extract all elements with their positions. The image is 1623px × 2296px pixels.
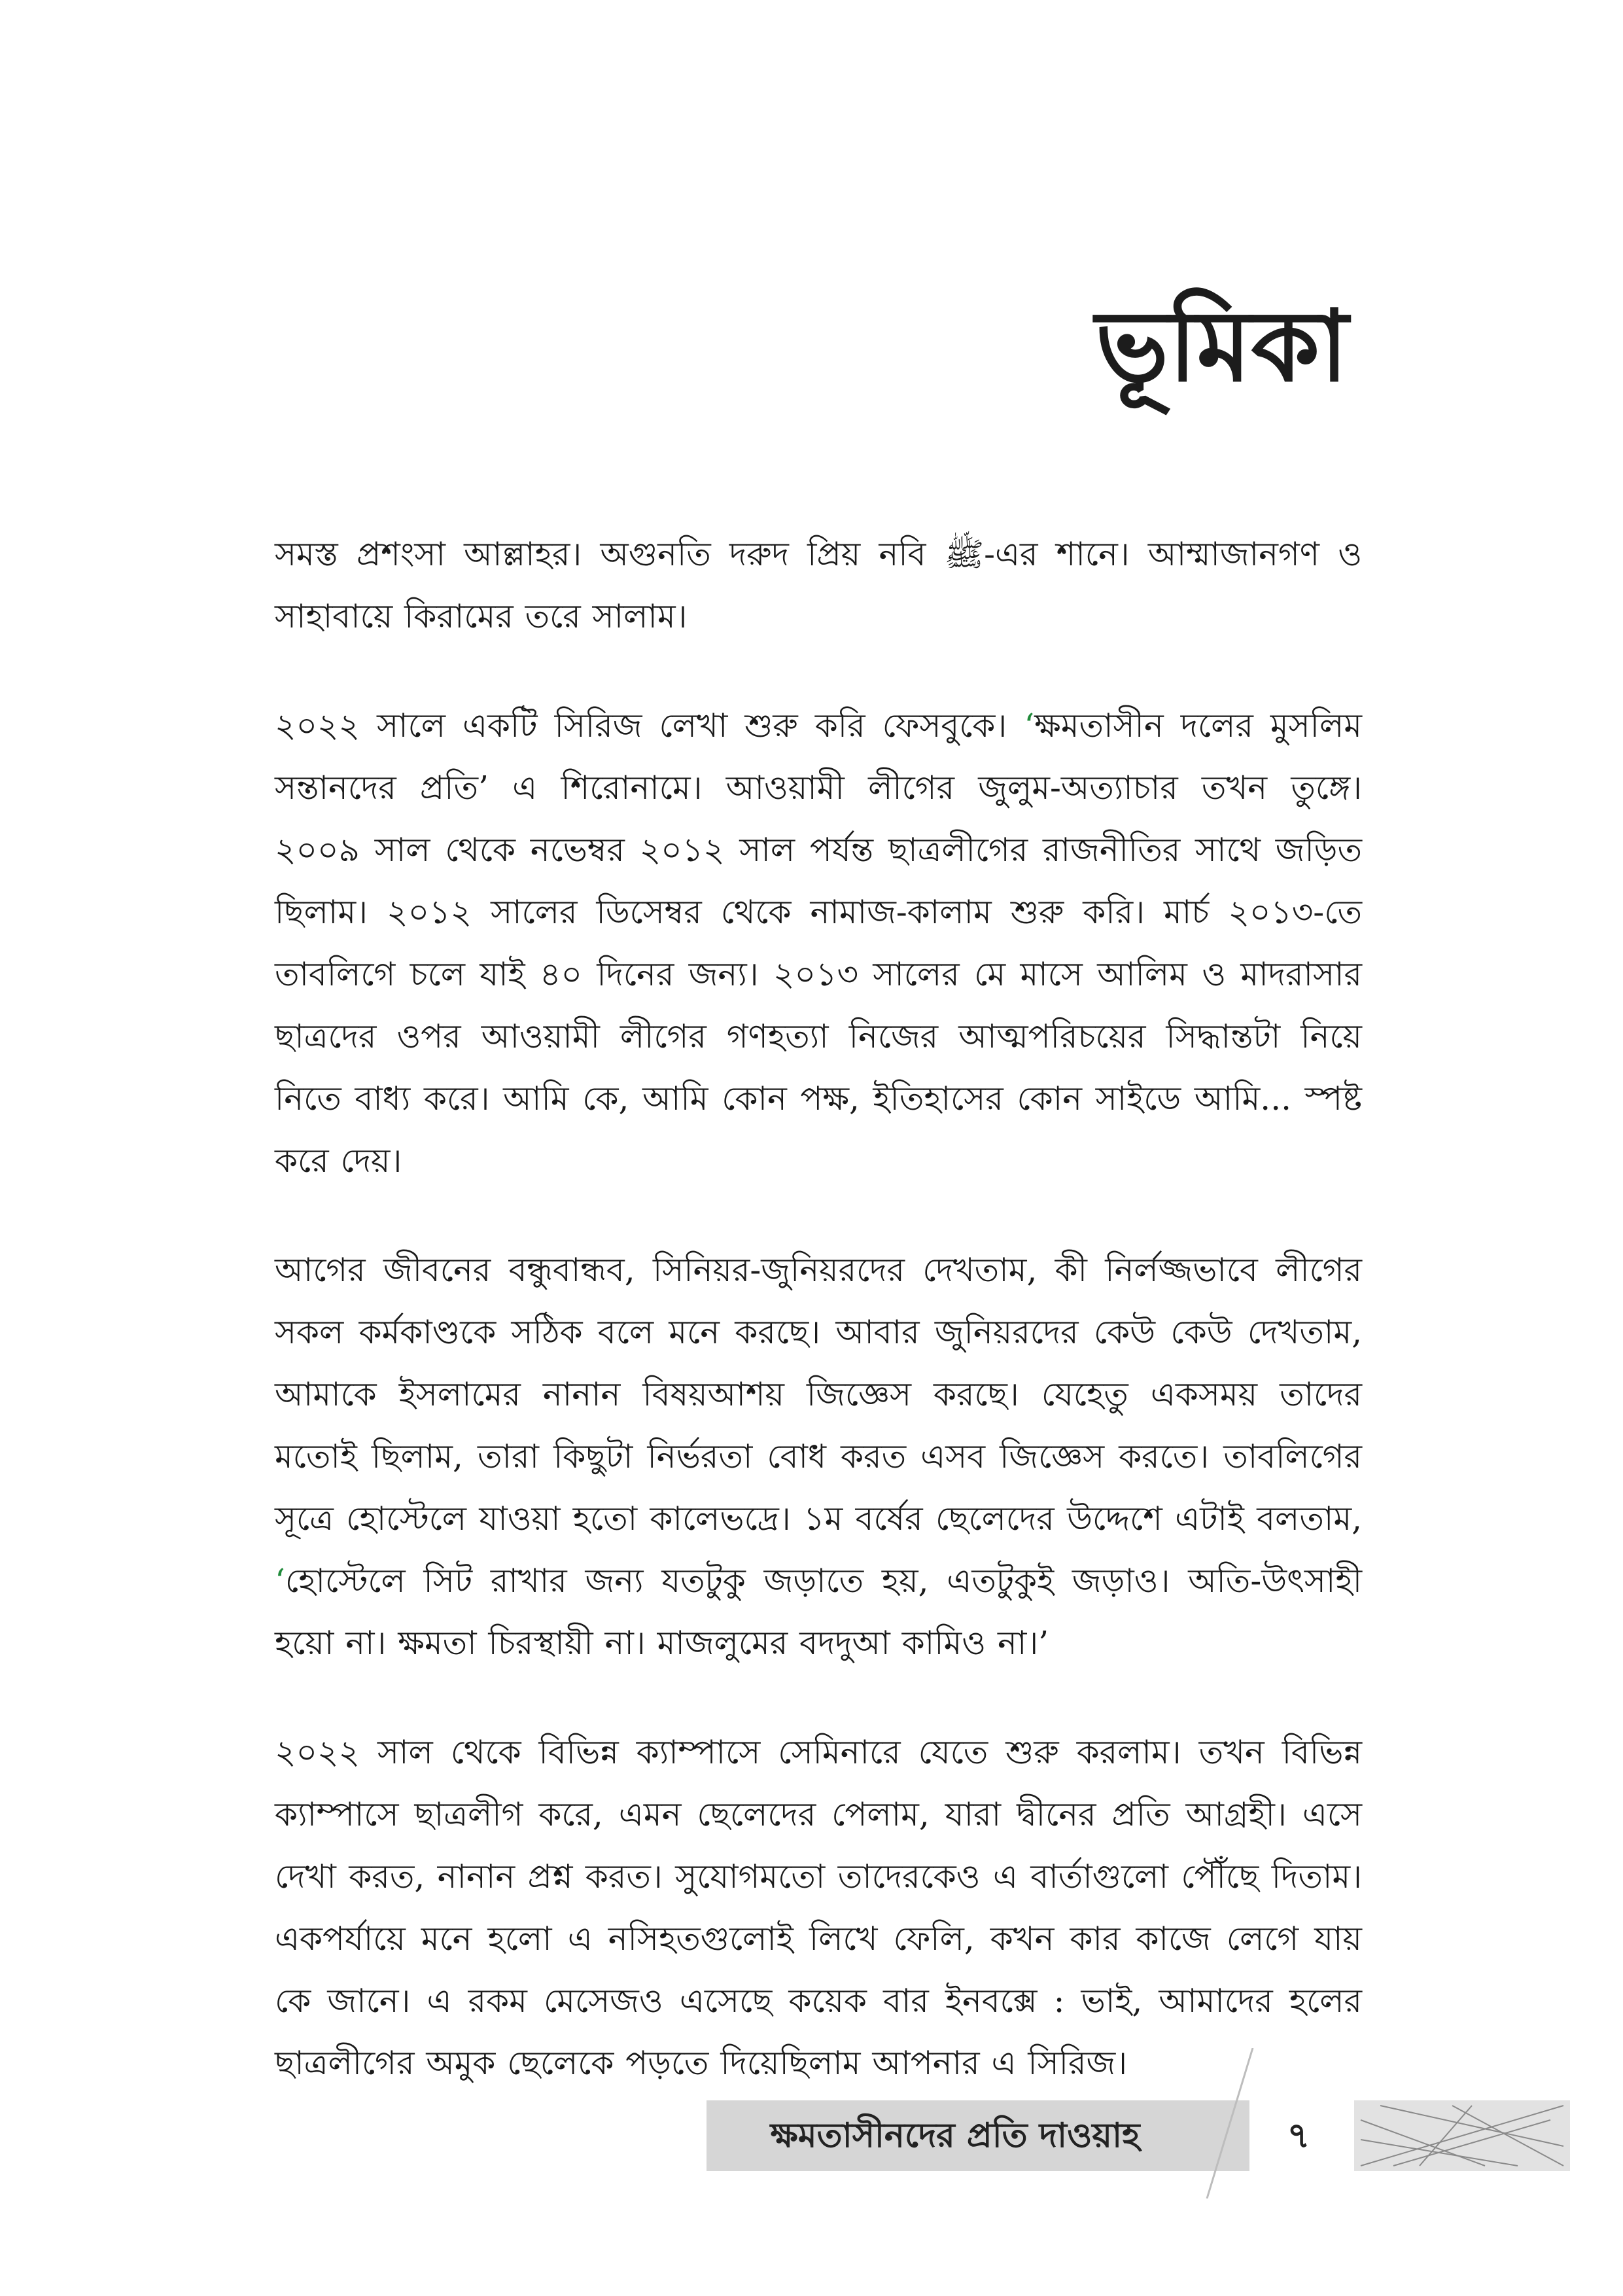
- footer-ornament-icon: [1354, 2100, 1570, 2171]
- paragraph-3-part-2: হোস্টেলে সিট রাখার জন্য যতটুকু জড়াতে হয়, এতটুকুই জড়াও। অতি-উৎসাহী হয়ো না। ক্ষমতা চিরস্থায়ী না। মাজলুমের বদদুআ কামিও না।’: [275, 1562, 1362, 1662]
- footer-book-title: ক্ষমতাসীনদের প্রতি দাওয়াহ: [770, 2116, 1140, 2155]
- paragraph-3: [275, 1239, 1362, 1674]
- paragraph-2-part-2: ক্ষমতাসীন দলের মুসলিম সন্তানদের প্রতি’ এ শিরোনামে। আওয়ামী লীগের জুলুম-অত্যাচার তখন তুঙ্গে। ২০০৯ সাল থেকে নভেম্বর ২০১২ সাল পর্যন্ত ছাত্রলীগের রাজনীতির সাথে জড়িত ছিলাম। ২০১২ সালের ডিসেম্বর থেকে নামাজ-কালাম শুরু করি। মার্চ ২০১৩-তে তাবলিগে চলে যাই ৪০ দিনের জন্য। ২০১৩ সালের মে মাসে আলিম ও মাদরাসার ছাত্রদের ওপর আওয়ামী লীগের গণহত্যা নিজের আত্মপরিচয়ের সিদ্ধান্তটা নিয়ে নিতে বাধ্য করে। আমি কে, আমি কোন পক্ষ, ইতিহাসের কোন সাইডে আমি... স্পষ্ট করে দেয়।: [275, 707, 1362, 1180]
- body-text: [275, 523, 1362, 2142]
- quote-mark: ‘: [1024, 707, 1035, 745]
- page-number: ৭: [1287, 2115, 1310, 2156]
- paragraph-4: ২০২২ সাল থেকে বিভিন্ন ক্যাম্পাসে সেমিনারে যেতে শুরু করলাম। তখন বিভিন্ন ক্যাম্পাসে ছাত্রলীগ করে, এমন ছেলেদের পেলাম, যারা দ্বীনের প্রতি আগ্রহী। এসে দেখা করত, নানান প্রশ্ন করত। সুযোগমতো তাদেরকেও এ বার্তাগুলো পৌঁছে দিতাম। একপর্যায়ে মনে হলো এ নসিহতগুলোই লিখে ফেলি, কখন কার কাজে লেগে যায় কে জানে। এ রকম মেসেজও এসেছে কয়েক বার ইনবক্সে : ভাই, আমাদের হলের ছাত্রলীগের অমুক ছেলেকে পড়তে দিয়েছিলাম আপনার এ সিরিজ।: [275, 1733, 1362, 2082]
- paragraph-2-part-1: ২০২২ সালে একটি সিরিজ লেখা শুরু করি ফেসবুকে।: [275, 707, 1024, 745]
- quote-mark: ‘: [275, 1562, 285, 1600]
- paragraph-1: সমস্ত প্রশংসা আল্লাহর। অগুনতি দরুদ প্রিয় নবি ﷺ-এর শানে। আম্মাজানগণ ও সাহাবায়ে কিরামের তরে সালাম।: [275, 535, 1362, 635]
- paragraph-2: [275, 695, 1362, 1192]
- page-footer: [707, 2100, 1570, 2171]
- paragraph-3-part-1: আগের জীবনের বন্ধুবান্ধব, সিনিয়র-জুনিয়রদের দেখতাম, কী নির্লজ্জভাবে লীগের সকল কর্মকাণ্ডকে সঠিক বলে মনে করছে। আবার জুনিয়রদের কেউ কেউ দেখতাম, আমাকে ইসলামের নানান বিষয়আশয় জিজ্ঞেস করছে। যেহেতু একসময় তাদের মতোই ছিলাম, তারা কিছুটা নির্ভরতা বোধ করত এসব জিজ্ঞেস করতে। তাবলিগের সূত্রে হোস্টেলে যাওয়া হতো কালেভদ্রে। ১ম বর্ষের ছেলেদের উদ্দেশে এটাই বলতাম,: [275, 1251, 1362, 1538]
- page-title: ভূমিকা: [1095, 290, 1348, 404]
